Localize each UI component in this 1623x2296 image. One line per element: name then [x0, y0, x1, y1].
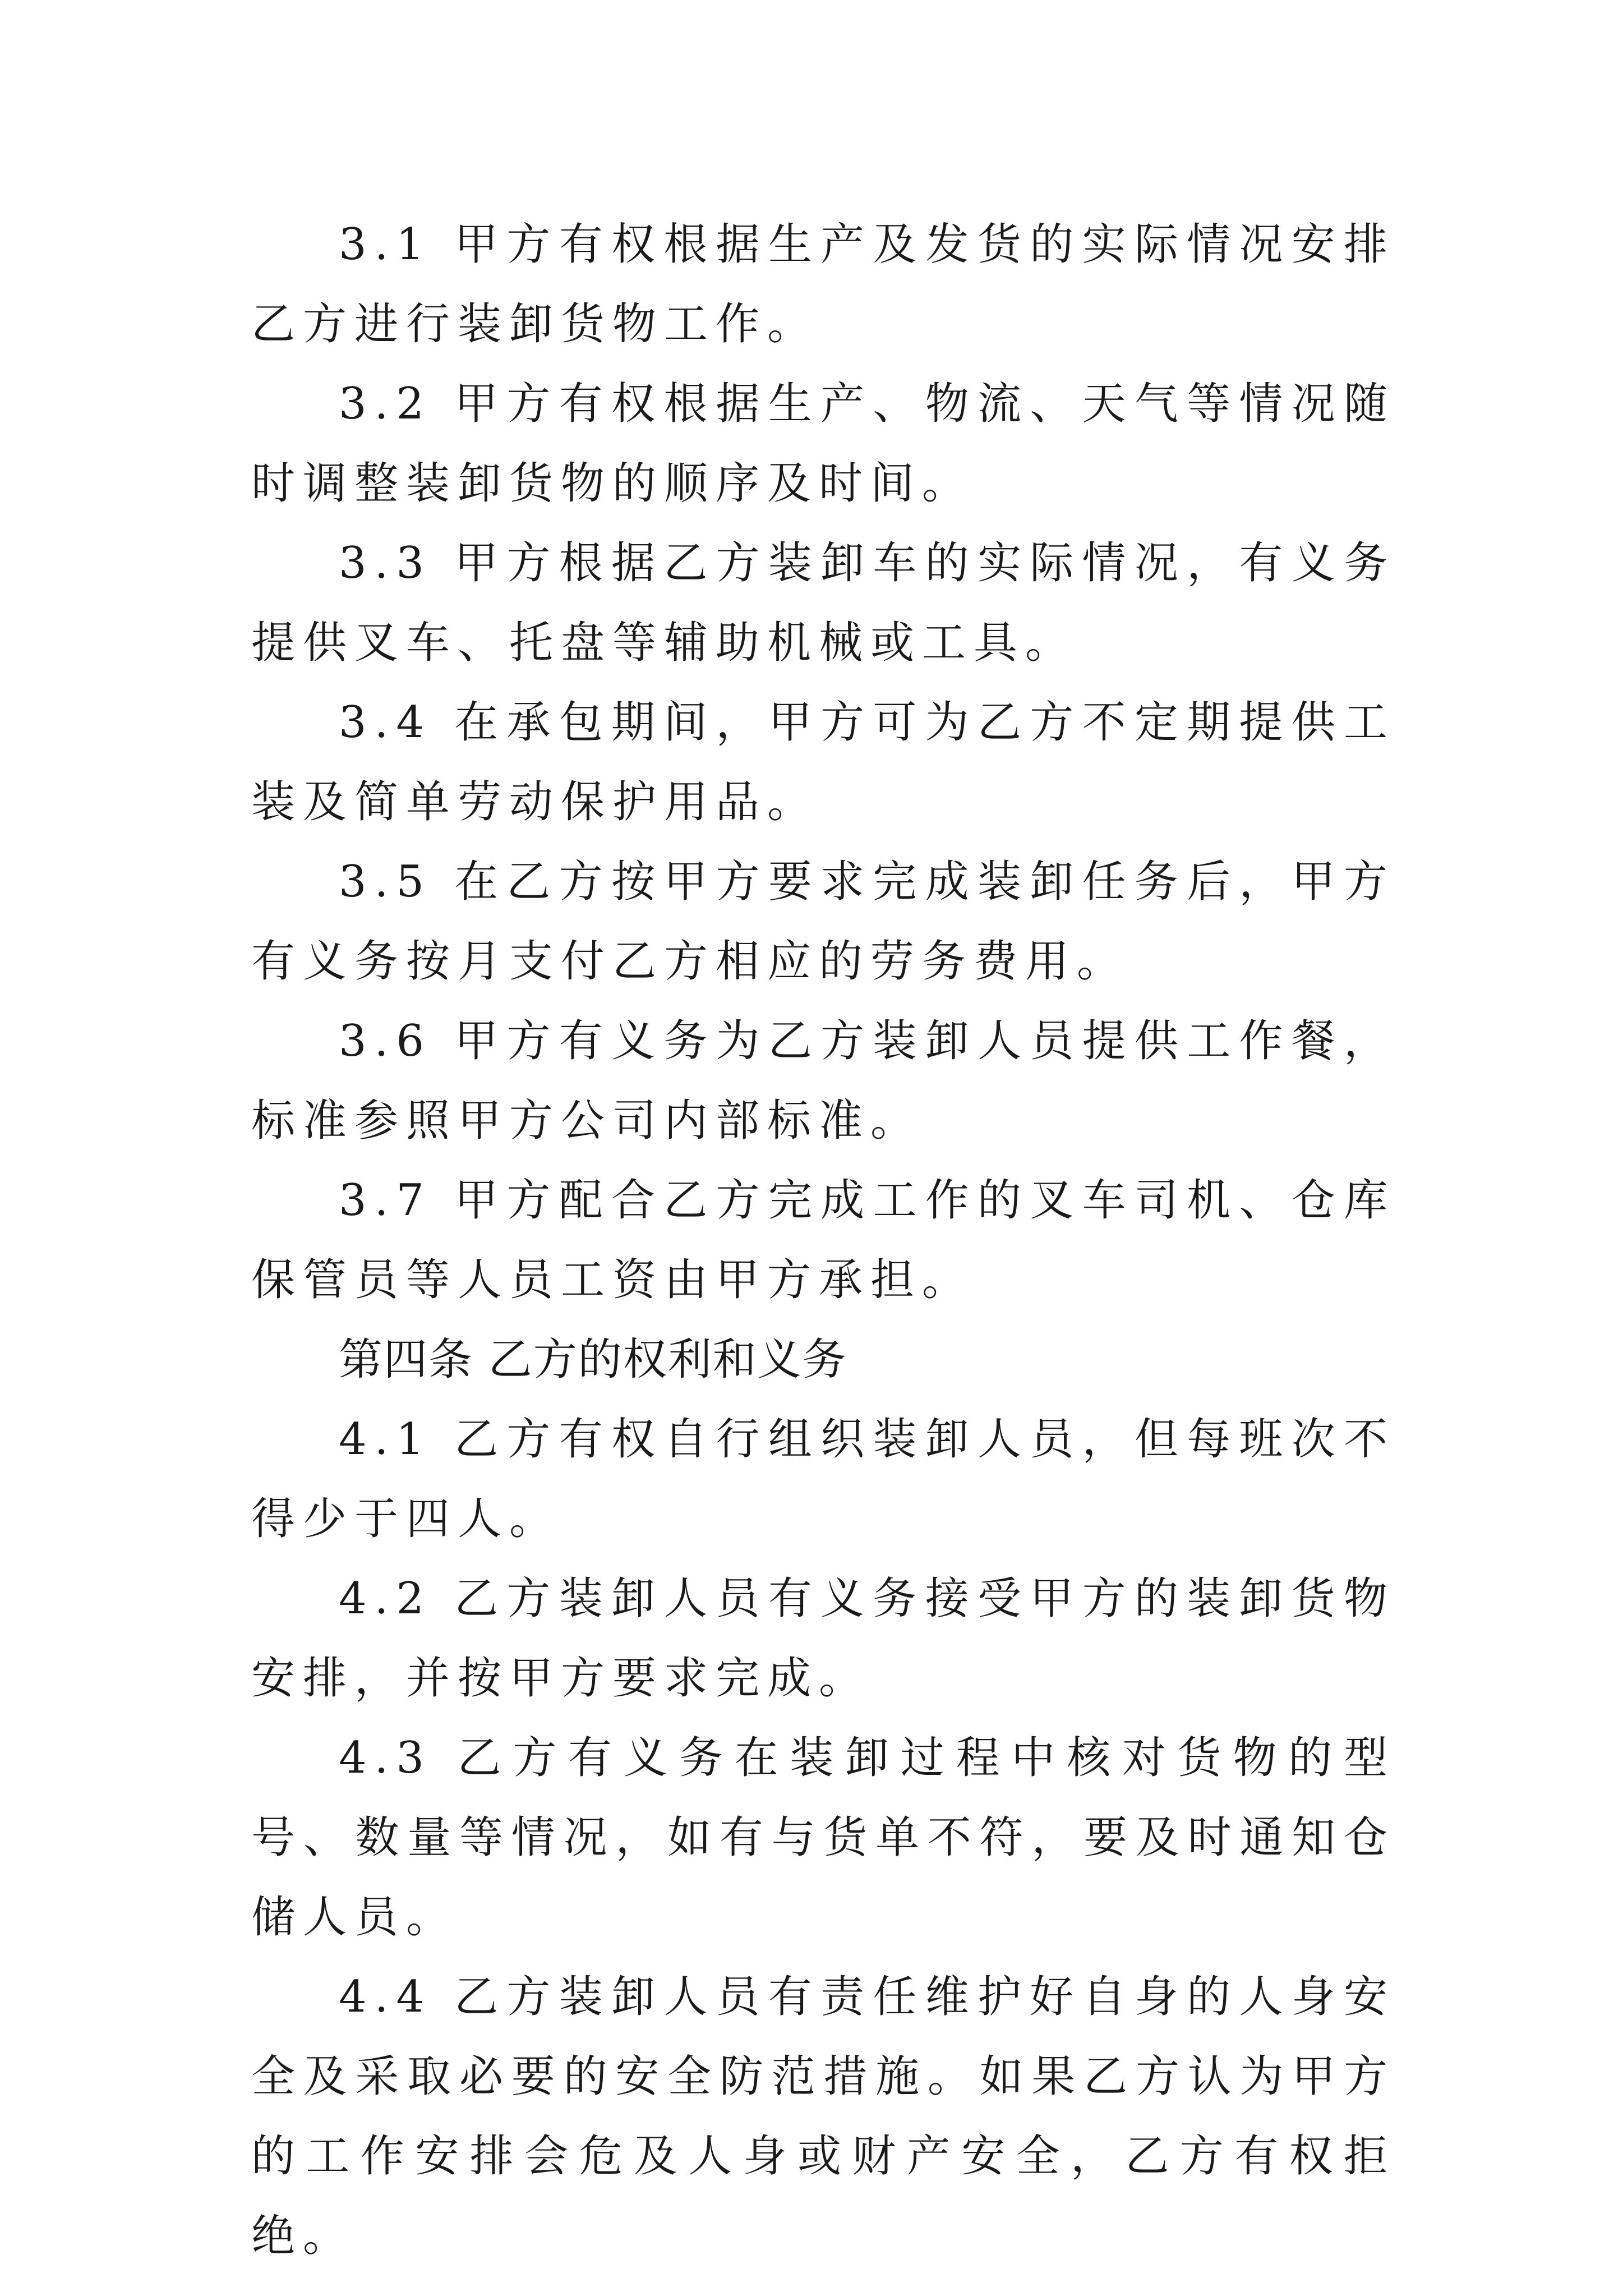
clause-4-3: 4.3 乙方有义务在装卸过程中核对货物的型号、数量等情况，如有与货单不符，要及时通知仓储人员。: [251, 1733, 1395, 1943]
clause-4-4: 4.4 乙方装卸人员有责任维护好自身的人身安全及采取必要的安全防范措施。如果乙方认为甲方的工作安排会危及人身或财产安全，乙方有权拒绝。: [251, 1972, 1395, 2261]
clause-3-7: 3.7 甲方配合乙方完成工作的叉车司机、仓库保管员等人员工资由甲方承担。: [251, 1175, 1395, 1305]
clause-3-1: 3.1 甲方有权根据生产及发货的实际情况安排乙方进行装卸货物工作。: [251, 219, 1395, 349]
clause-3-4: 3.4 在承包期间，甲方可为乙方不定期提供工装及简单劳动保护用品。: [251, 697, 1395, 827]
clause-3-3: 3.3 甲方根据乙方装卸车的实际情况，有义务提供叉车、托盘等辅助机械或工具。: [251, 538, 1395, 668]
document-body: [251, 205, 1395, 2276]
clause-4-2: 4.2 乙方装卸人员有义务接受甲方的装卸货物安排，并按甲方要求完成。: [251, 1573, 1395, 1704]
section-heading-article-4: 第四条 乙方的权利和义务: [339, 1335, 847, 1385]
clause-3-2: 3.2 甲方有权根据生产、物流、天气等情况随时调整装卸货物的顺序及时间。: [251, 379, 1395, 509]
clause-3-5: 3.5 在乙方按甲方要求完成装卸任务后，甲方有义务按月支付乙方相应的劳务费用。: [251, 857, 1395, 987]
clause-3-6: 3.6 甲方有义务为乙方装卸人员提供工作餐，标准参照甲方公司内部标准。: [251, 1016, 1395, 1146]
clause-4-1: 4.1 乙方有权自行组织装卸人员，但每班次不得少于四人。: [251, 1414, 1395, 1544]
